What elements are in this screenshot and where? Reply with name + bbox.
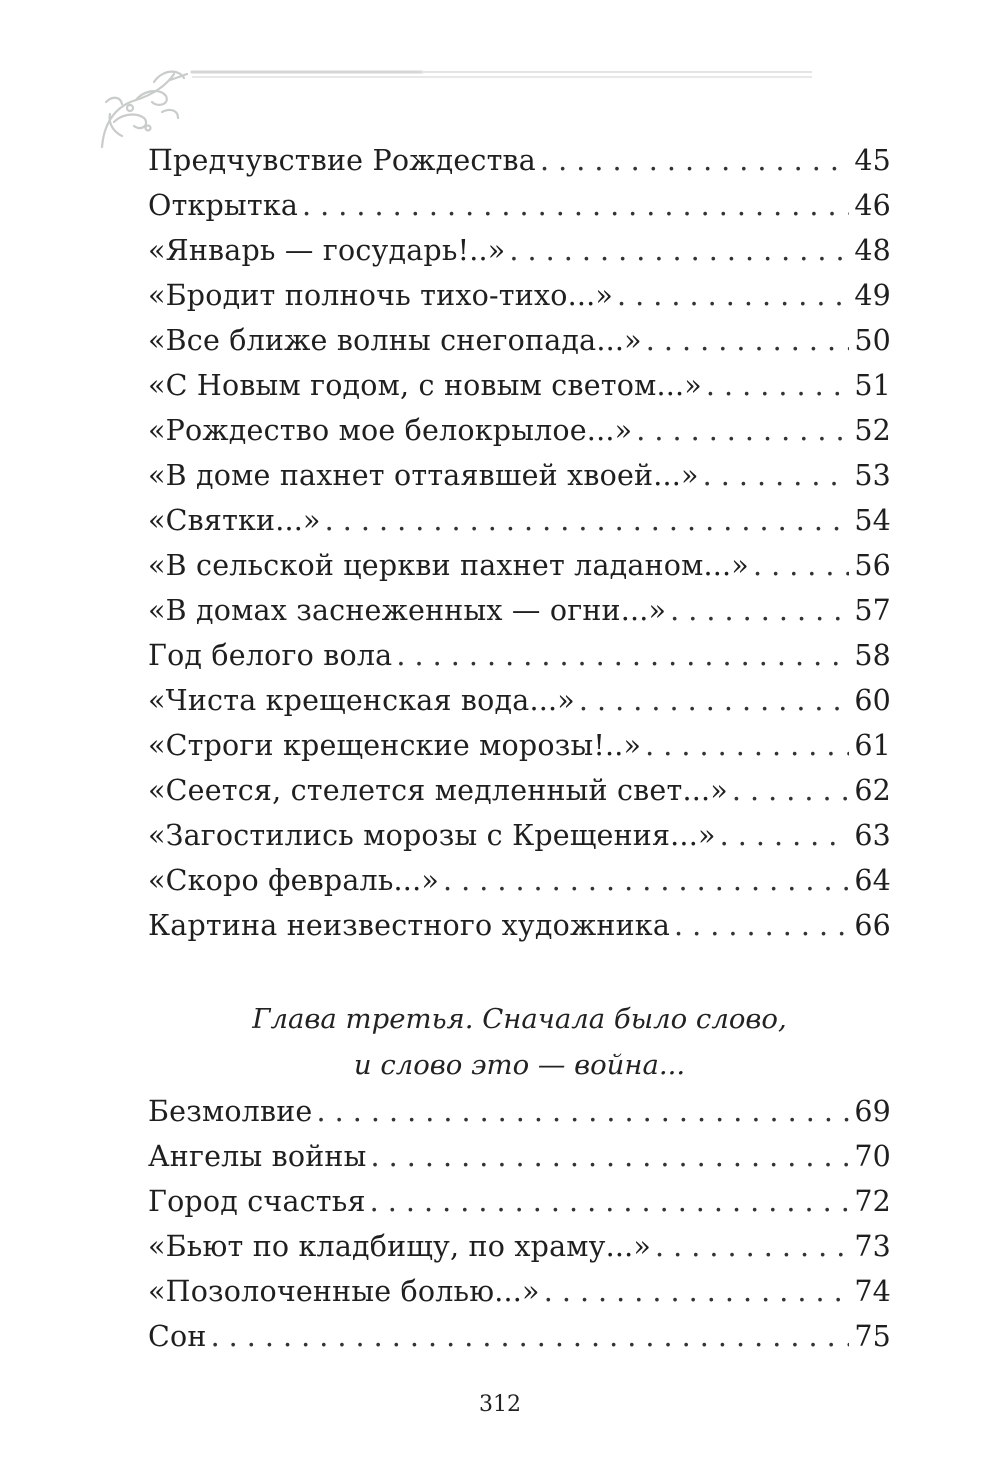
toc-dot-leader	[720, 813, 850, 858]
toc-entry-title: Предчувствие Рождества	[148, 144, 536, 177]
toc-entry	[148, 273, 891, 318]
toc-entry	[148, 1089, 891, 1134]
toc-dot-leader	[670, 588, 849, 633]
toc-entry-title: «Строги крещенские морозы!..»	[148, 729, 642, 762]
toc-entry-page: 51	[854, 369, 891, 402]
toc-entry-page: 62	[854, 774, 891, 807]
toc-dot-leader	[443, 858, 849, 903]
toc-entry	[148, 183, 891, 228]
toc-entry-page: 75	[854, 1320, 891, 1353]
toc-entry-page: 50	[854, 324, 891, 357]
toc-entry-title: Ангелы войны	[148, 1140, 367, 1173]
chapter-heading-line-2: и слово это — война...	[353, 1049, 686, 1081]
toc-entry	[148, 768, 891, 813]
toc-entry	[148, 1224, 891, 1269]
toc-entry-title: «В доме пахнет оттаявшей хвоей...»	[148, 459, 699, 492]
toc-entry	[148, 1179, 891, 1224]
toc-entry-page: 54	[854, 504, 891, 537]
toc-entry	[148, 138, 891, 183]
toc-dot-leader	[753, 543, 849, 588]
toc-entry-page: 58	[854, 639, 891, 672]
toc-entry	[148, 498, 891, 543]
toc-entry-title: «Чиста крещенская вода...»	[148, 684, 575, 717]
toc-entry-title: «В сельской церкви пахнет ладаном...»	[148, 549, 749, 582]
toc-entry-page: 73	[854, 1230, 891, 1263]
toc-entry-page: 46	[854, 189, 891, 222]
toc-dot-leader	[579, 678, 849, 723]
toc-dot-leader	[302, 183, 849, 228]
toc-dot-leader	[703, 453, 850, 498]
toc-entry-title: Открытка	[148, 189, 299, 222]
toc-entry	[148, 1134, 891, 1179]
toc-entry-page: 48	[854, 234, 891, 267]
toc-dot-leader	[544, 1269, 850, 1314]
toc-entry-page: 57	[854, 594, 891, 627]
table-of-contents-part-2	[148, 1089, 891, 1359]
toc-entry-title: «Бродит полночь тихо-тихо...»	[148, 279, 614, 312]
toc-entry-page: 72	[854, 1185, 891, 1218]
toc-entry-title: «Сеется, стелется медленный свет...»	[148, 774, 728, 807]
toc-entry	[148, 363, 891, 408]
toc-entry-page: 52	[854, 414, 891, 447]
toc-dot-leader	[732, 768, 849, 813]
toc-dot-leader	[540, 138, 849, 183]
toc-entry-title: «Все ближе волны снегопада...»	[148, 324, 642, 357]
toc-entry	[148, 588, 891, 633]
page-number: 312	[479, 1392, 521, 1417]
toc-entry	[148, 633, 891, 678]
toc-entry-title: «Святки...»	[148, 504, 321, 537]
table-of-contents-part-1	[148, 138, 891, 948]
toc-entry-page: 66	[854, 909, 891, 942]
toc-dot-leader	[509, 228, 849, 273]
toc-entry-page: 56	[854, 549, 891, 582]
toc-dot-leader	[706, 363, 849, 408]
toc-dot-leader	[645, 723, 849, 768]
toc-entry-title: «Позолоченные болью...»	[148, 1275, 540, 1308]
toc-entry	[148, 1269, 891, 1314]
toc-entry-title: «Скоро февраль...»	[148, 864, 439, 897]
toc-entry	[148, 813, 891, 858]
toc-entry-page: 70	[854, 1140, 891, 1173]
toc-dot-leader	[370, 1179, 850, 1224]
toc-entry-page: 60	[854, 684, 891, 717]
toc-entry-page: 53	[854, 459, 891, 492]
toc-dot-leader	[317, 1089, 850, 1134]
toc-dot-leader	[636, 408, 849, 453]
toc-entry-title: Безмолвие	[148, 1095, 313, 1128]
toc-dot-leader	[617, 273, 849, 318]
toc-entry-title: Город счастья	[148, 1185, 366, 1218]
toc-entry-title: «Январь — государь!..»	[148, 234, 506, 267]
toc-entry	[148, 903, 891, 948]
toc-entry	[148, 408, 891, 453]
toc-dot-leader	[646, 318, 850, 363]
toc-entry	[148, 318, 891, 363]
toc-entry	[148, 1314, 891, 1359]
toc-dot-leader	[674, 903, 849, 948]
toc-entry-title: «Бьют по кладбищу, по храму...»	[148, 1230, 652, 1263]
toc-entry-title: «С Новым годом, с новым светом...»	[148, 369, 702, 402]
toc-entry	[148, 678, 891, 723]
toc-entry-title: Сон	[148, 1320, 207, 1353]
toc-entry-title: «Рождество мое белокрылое...»	[148, 414, 633, 447]
toc-entry-page: 64	[854, 864, 891, 897]
toc-dot-leader	[655, 1224, 849, 1269]
toc-entry-page: 61	[854, 729, 891, 762]
toc-entry	[148, 453, 891, 498]
toc-dot-leader	[325, 498, 850, 543]
toc-dot-leader	[396, 633, 849, 678]
toc-entry-page: 74	[854, 1275, 891, 1308]
chapter-heading-line-1: Глава третья. Сначала было слово,	[252, 1003, 787, 1035]
toc-entry-page: 69	[854, 1095, 891, 1128]
toc-entry-title: «Загостились морозы с Крещения...»	[148, 819, 716, 852]
toc-entry-title: «В домах заснеженных — огни...»	[148, 594, 667, 627]
toc-entry-page: 49	[854, 279, 891, 312]
toc-entry	[148, 723, 891, 768]
toc-entry-page: 63	[854, 819, 891, 852]
toc-entry	[148, 858, 891, 903]
toc-entry-title: Картина неизвестного художника	[148, 909, 671, 942]
toc-dot-leader	[211, 1314, 850, 1359]
toc-entry	[148, 228, 891, 273]
toc-entry-page: 45	[854, 144, 891, 177]
toc-dot-leader	[371, 1134, 850, 1179]
toc-entry-title: Год белого вола	[148, 639, 393, 672]
toc-entry	[148, 543, 891, 588]
chapter-heading	[148, 996, 891, 1088]
